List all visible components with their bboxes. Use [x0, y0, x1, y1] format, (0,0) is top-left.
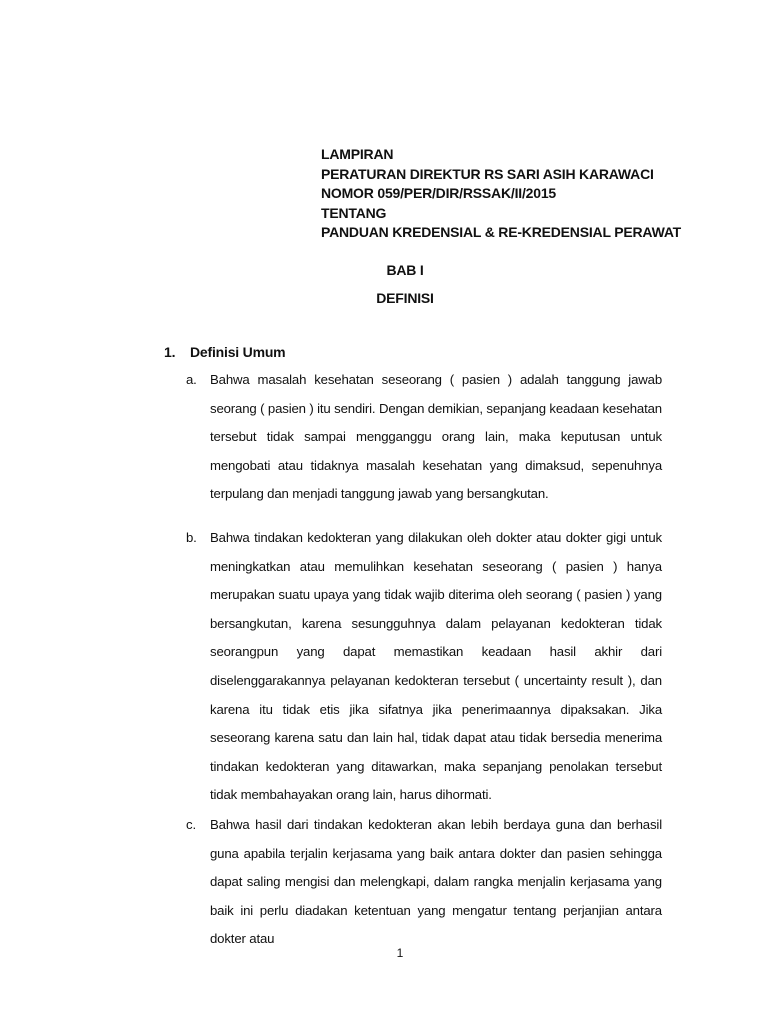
list-item-marker: c.	[186, 817, 196, 832]
list-item-text: Bahwa masalah kesehatan seseorang ( pasien ) adalah tanggung jawab seorang ( pasien ) itu sendiri. Dengan demikian, sepanjang keadaan kesehatan tersebut tidak sampai mengganggu orang lain, maka keputusan untuk mengobati atau tidaknya masalah kesehatan yang dimaksud, sepenuhnya terpulang dan menjadi tanggung jawab yang bersangkutan.	[210, 372, 662, 502]
list-item	[186, 811, 662, 954]
section-number: 1.	[164, 344, 176, 360]
list-item-marker: a.	[186, 372, 197, 387]
list-item	[186, 524, 662, 810]
list-item-text: Bahwa hasil dari tindakan kedokteran akan lebih berdaya guna dan berhasil guna apabila terjalin kerjasama yang baik antara dokter dan pasien sehingga dapat saling mengisi dan melengkapi, dalam rangka menjalin kerjasama yang baik ini perlu diadakan ketentuan yang mengatur tentang perjanjian antara dokter atau	[210, 817, 662, 947]
section-title: Definisi Umum	[190, 344, 286, 360]
chapter-number: BAB I	[386, 262, 424, 278]
header-line-tentang: TENTANG	[321, 204, 387, 221]
header-line-lampiran: LAMPIRAN	[321, 146, 394, 162]
header-line-number: NOMOR 059/PER/DIR/RSSAK/II/2015	[321, 185, 556, 201]
list-item-text: Bahwa tindakan kedokteran yang dilakukan oleh dokter atau dokter gigi untuk meningkatkan atau memulihkan kesehatan seseorang ( pasien ) hanya merupakan suatu upaya yang tidak wajib diterima oleh seorang ( pasien ) yang bersangkutan, karena sesungguhnya dalam pelayanan kedokteran tidak seorangpun yang dapat memastikan keadaan hasil akhir dari diselenggarakannya pelayanan kedokteran tersebut ( uncertainty result ), dan karena itu tidak etis jika sifatnya jika penerimaannya dipaksakan. Jika seseorang karena satu dan lain hal, tidak dapat atau tidak bersedia menerima tindakan kedokteran yang ditawarkan, maka sepanjang penolakan tersebut tidak membahayakan orang lain, harus dihormati.	[210, 530, 662, 803]
header-line-subject: PANDUAN KREDENSIAL & RE-KREDENSIAL PERAWAT	[321, 224, 682, 240]
list-item-marker: b.	[186, 530, 197, 545]
list-item	[186, 366, 662, 509]
chapter-title: DEFINISI	[376, 290, 434, 306]
header-line-regulation: PERATURAN DIREKTUR RS SARI ASIH KARAWACI	[321, 165, 654, 182]
page-number: 1	[396, 946, 404, 960]
document-header	[321, 145, 681, 243]
section-heading	[164, 344, 285, 360]
